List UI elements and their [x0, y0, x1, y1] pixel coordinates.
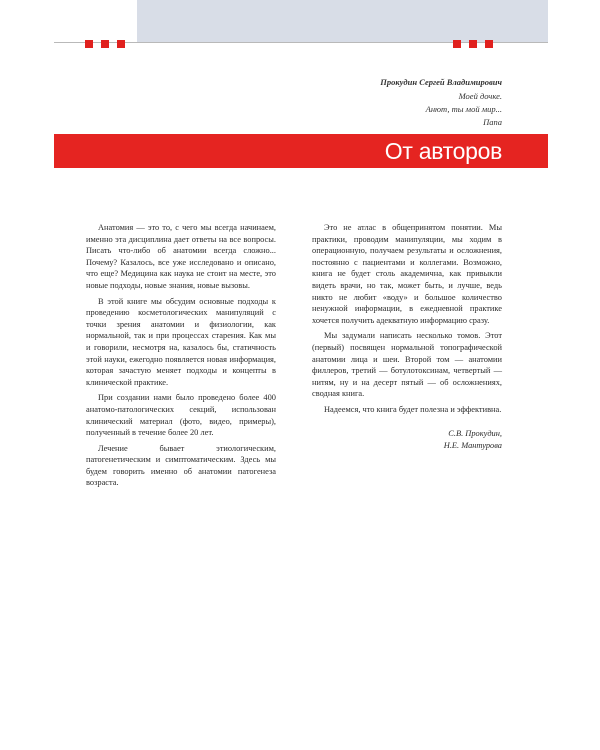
- dedication-line: Папа: [483, 117, 502, 127]
- paragraph: Это не атлас в общепринятом понятии. Мы практики, проводим манипуляции, мы ходим в операционную, получаем результаты и осложнения, постоянно с пациентами и коллегами. Возможно, книга не будет столь академична, как привыкли видеть врачи, но так, может быть, и лучше, ведь никто не любит «воду» и большое количество ненужной информации, в ежедневной практике хочется получить адекватную информацию сразу.: [312, 223, 502, 325]
- paragraph: Лечение бывает этиологическим, патогенетическим и симптоматическим. Здесь мы будем говорить именно об анатомии патогенеза возраста.: [86, 443, 276, 488]
- section-title: От авторов: [384, 138, 502, 164]
- signature-line: Н.Е. Мантурова: [443, 440, 502, 450]
- paragraph: Анатомия — это то, с чего мы всегда начинаем, именно эта дисциплина дает ответы на все вопросы. Писать что-либо об анатомии всегда сложно... Почему? Казалось, все уже исследовано и описано, что еще? Медицина как наука не стоит на месте, это новые подходы, новые знания, новые вызовы.: [86, 223, 276, 290]
- text-column-right: [312, 222, 502, 452]
- dedication: [380, 76, 502, 129]
- dedication-author: Прокудин Сергей Владимирович: [380, 77, 502, 87]
- text-column-left: [86, 222, 276, 493]
- signature-line: С.В. Прокудин,: [448, 428, 502, 438]
- dedication-line: Анют, ты мой мир...: [425, 104, 502, 114]
- header-block: [137, 0, 548, 42]
- paragraph: Надеемся, что книга будет полезна и эффективна.: [324, 404, 502, 414]
- section-banner: [54, 134, 548, 168]
- decor-squares-right: [453, 40, 493, 48]
- dedication-line: Моей дочке.: [458, 91, 502, 101]
- paragraph: В этой книге мы обсудим основные подходы к проведению косметологических манипуляций с точки зрения анатомии и физиологии, как нормальной, так и при процессах старения. Как мы и говорили, несмотря на, казалось бы, статичность этой науки, ежегодно появляется новая информация, которая зачастую меняет подходы и концепты в клинической практике.: [86, 296, 276, 387]
- authors-signature: [312, 428, 502, 452]
- decor-squares-left: [85, 40, 125, 48]
- paragraph: Мы задумали написать несколько томов. Этот (первый) посвящен нормальной топографической анатомии лица и шеи. Второй том — анатомии филлеров, третий — ботулотоксинам, четвертый — нитям, ну и на десерт пятый — об осложнениях, сводная книга.: [312, 331, 502, 399]
- paragraph: При создании нами было проведено более 400 анатомо-патологических секций, использован клинический материал (фото, видео, примеры), полученный в течение более 20 лет.: [86, 393, 276, 438]
